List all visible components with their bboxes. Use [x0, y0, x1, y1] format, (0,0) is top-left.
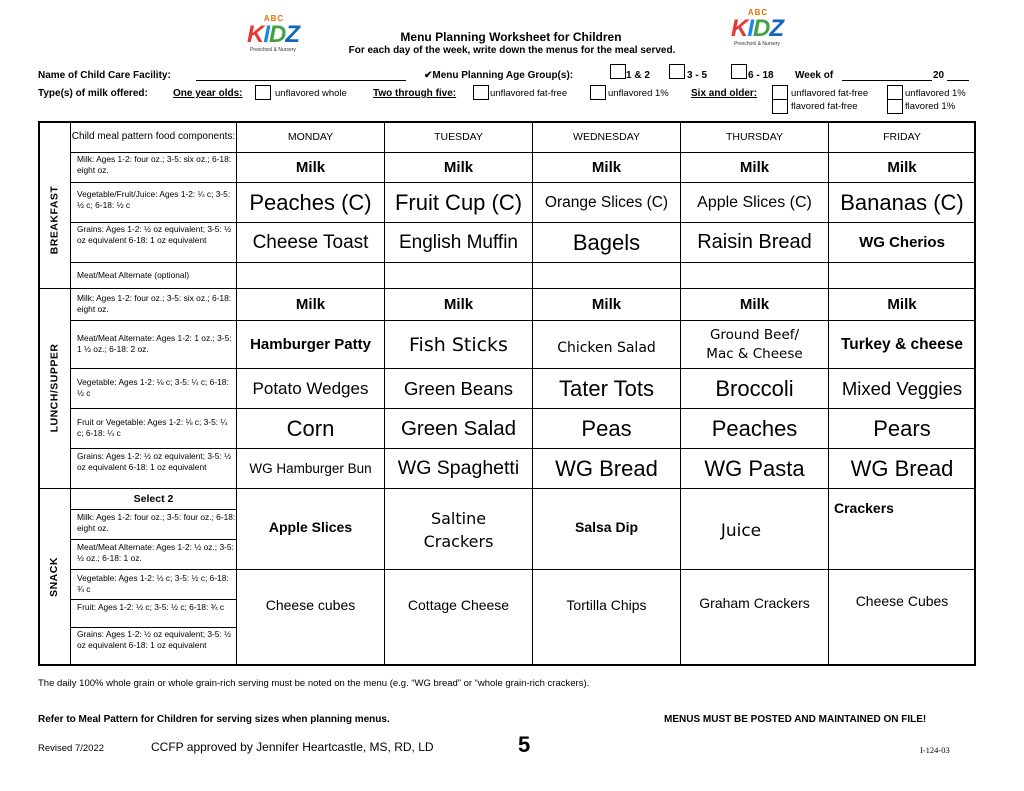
- menu-cell[interactable]: Peas: [581, 415, 632, 441]
- component-vegetable: Vegetable: Ages 1-2: ⅛ c; 3-5: ¼ c; 6-18: ½ c: [77, 377, 229, 398]
- row-divider: [70, 509, 236, 510]
- component-meat: Meat/Meat Alternate: Ages 1-2: 1 oz.; 3-5: 1 ½ oz.; 6-18: 2 oz.: [77, 333, 232, 354]
- menu-cell[interactable]: Mixed Veggies: [841, 377, 963, 399]
- section-label-lunch: LUNCH/SUPPER: [48, 343, 60, 433]
- day-header: TUESDAY: [434, 131, 483, 143]
- milk-six-unflav-1-label: unflavored 1%: [905, 88, 966, 99]
- age-3-5-checkbox[interactable]: [669, 64, 685, 79]
- milk-six-unflav-fatfree-checkbox[interactable]: [772, 85, 788, 100]
- menu-cell[interactable]: Graham Crackers: [699, 595, 810, 611]
- menu-cell[interactable]: Milk: [295, 296, 326, 313]
- menu-cell[interactable]: Milk: [739, 159, 770, 176]
- menu-cell[interactable]: WG Pasta: [704, 455, 805, 481]
- menu-cell[interactable]: Ground Beef/ Mac & Cheese: [706, 326, 803, 362]
- menu-cell[interactable]: Potato Wedges: [252, 378, 369, 398]
- menu-cell[interactable]: [829, 263, 975, 288]
- component-meat: Meat/Meat Alternate: Ages 1-2: ½ oz.; 3-5: ½ oz.; 6-18: 1 oz.: [77, 542, 234, 563]
- menu-cell[interactable]: WG Spaghetti: [397, 457, 520, 479]
- menu-cell[interactable]: English Muffin: [399, 231, 518, 253]
- whole-grain-note: The daily 100% whole grain or whole grain-rich serving must be noted on the menu (e.g. “WG bread” or “whole grain-rich crackers).: [38, 678, 590, 689]
- menu-cell[interactable]: Juice: [720, 521, 762, 541]
- milk-unflav-1-checkbox[interactable]: [590, 85, 606, 100]
- age-option-1: 1 & 2: [626, 70, 650, 81]
- component-grains: Grains: Ages 1-2: ½ oz equivalent; 3-5: ½ oz equivalent 6-18: 1 oz equivalent: [77, 629, 232, 650]
- menu-cell[interactable]: Peaches (C): [249, 189, 372, 215]
- milk-two-five-label: Two through five:: [373, 88, 457, 99]
- milk-types-label: Type(s) of milk offered:: [38, 88, 148, 99]
- milk-six-unflav-fatfree-label: unflavored fat-free: [791, 88, 869, 99]
- day-header: FRIDAY: [883, 131, 921, 143]
- snack-select-label: Select 2: [133, 493, 174, 505]
- menu-cell[interactable]: Milk: [591, 159, 622, 176]
- age-option-3: 6 - 18: [748, 70, 774, 81]
- menu-cell[interactable]: Corn: [286, 415, 335, 441]
- day-header: MONDAY: [287, 131, 334, 143]
- menu-cell[interactable]: [385, 263, 532, 288]
- kidz-logo-left: [243, 14, 303, 56]
- menu-cell[interactable]: Peaches: [711, 415, 798, 441]
- component-fruit: Fruit: Ages 1-2: ½ c; 3-5: ½ c; 6-18: ¾ c: [77, 602, 225, 612]
- form-code: I-124-03: [920, 745, 950, 755]
- menu-cell[interactable]: Apple Slices (C): [697, 193, 812, 211]
- menu-cell[interactable]: Milk: [443, 159, 474, 176]
- menu-cell[interactable]: Crackers: [834, 500, 894, 516]
- component-grains: Grains: Ages 1-2: ½ oz equivalent; 3-5: ½ oz equivalent 6-18: 1 oz equivalent: [77, 451, 232, 472]
- week-of-label: Week of: [795, 70, 834, 81]
- milk-unflav-fatfree-label: unflavored fat-free: [490, 88, 568, 99]
- milk-six-flav-1-label: flavored 1%: [905, 101, 956, 112]
- component-header: Child meal pattern food components:: [71, 131, 236, 142]
- menu-cell[interactable]: Tortilla Chips: [566, 597, 647, 613]
- week-of-input[interactable]: [842, 70, 932, 81]
- menu-cell[interactable]: Chicken Salad: [557, 339, 656, 356]
- day-header: THURSDAY: [726, 131, 783, 143]
- menu-cell[interactable]: Milk: [295, 159, 326, 176]
- menu-cell[interactable]: Tater Tots: [559, 375, 654, 401]
- component-grains: Grains: Ages 1-2: ½ oz equivalent; 3-5: ½ oz equivalent 6-18: 1 oz equivalent: [77, 224, 232, 245]
- milk-unflav-1-label: unflavored 1%: [608, 88, 669, 99]
- component-meat-optional: Meat/Meat Alternate (optional): [77, 270, 190, 280]
- menu-cell[interactable]: Milk: [887, 296, 917, 313]
- menu-cell[interactable]: WG Bread: [555, 455, 658, 481]
- posted-note: MENUS MUST BE POSTED AND MAINTAINED ON FILE!: [664, 714, 927, 725]
- milk-six-unflav-1-checkbox[interactable]: [887, 85, 903, 100]
- section-label-snack: SNACK: [48, 557, 60, 597]
- menu-cell[interactable]: Green Salad: [400, 416, 517, 440]
- menu-cell[interactable]: Fish Sticks: [409, 333, 508, 356]
- menu-cell[interactable]: Bagels: [572, 229, 641, 255]
- menu-cell[interactable]: Saltine Crackers: [423, 509, 494, 551]
- logo-word: KIDZ: [246, 21, 300, 48]
- year-prefix: 20: [933, 70, 945, 81]
- facility-input[interactable]: [196, 70, 406, 81]
- milk-unflavored-whole-label: unflavored whole: [275, 88, 347, 99]
- logo-abc: ABC: [747, 8, 769, 17]
- menu-cell[interactable]: Raisin Bread: [697, 231, 812, 253]
- menu-cell[interactable]: Orange Slices (C): [544, 193, 669, 211]
- component-milk: Milk: Ages 1-2: four oz.; 3-5: four oz.; 6-18: eight oz.: [77, 512, 236, 533]
- menu-cell[interactable]: Cheese Toast: [252, 231, 369, 253]
- component-milk: Milk: Ages 1-2: four oz.; 3-5: six oz.; 6-18: eight oz.: [77, 154, 232, 175]
- component-vegetable: Vegetable: Ages 1-2: ½ c; 3-5: ½ c; 6-18: ¾ c: [77, 573, 229, 594]
- milk-six-older-label: Six and older:: [691, 88, 758, 99]
- milk-six-flav-fatfree-checkbox[interactable]: [772, 99, 788, 114]
- menu-cell[interactable]: [237, 263, 384, 288]
- age-6-18-checkbox[interactable]: [731, 64, 747, 79]
- age-1-2-checkbox[interactable]: [610, 64, 626, 79]
- menu-cell[interactable]: Cheese Cubes: [855, 593, 949, 609]
- menu-cell[interactable]: Fruit Cup (C): [394, 189, 523, 215]
- logo-tag: Preschool & Nursery: [734, 41, 780, 47]
- day-header: WEDNESDAY: [573, 131, 640, 143]
- menu-cell[interactable]: Milk: [739, 296, 770, 313]
- menu-cell[interactable]: Hamburger Patty: [250, 336, 371, 353]
- row-divider: [70, 599, 236, 600]
- menu-cell[interactable]: Turkey & cheese: [840, 335, 964, 353]
- menu-cell[interactable]: Green Beans: [403, 377, 513, 399]
- menu-cell[interactable]: Bananas (C): [840, 189, 964, 215]
- refer-note: Refer to Meal Pattern for Children for serving sizes when planning menus.: [38, 714, 390, 725]
- revised-date: Revised 7/2022: [38, 743, 105, 754]
- row-divider: [70, 569, 976, 570]
- page-title: Menu Planning Worksheet for Children: [400, 30, 622, 44]
- menu-cell[interactable]: Salsa Dip: [574, 519, 639, 535]
- logo-abc: ABC: [263, 14, 285, 23]
- component-fruit-veg: Fruit or Vegetable: Ages 1-2: ⅛ c; 3-5: ¼ c; 6-18: ¼ c: [77, 417, 228, 438]
- menu-cell[interactable]: WG Bread: [850, 455, 954, 481]
- milk-unflav-fatfree-checkbox[interactable]: [473, 85, 489, 100]
- section-label-breakfast: BREAKFAST: [48, 185, 61, 255]
- age-option-2: 3 - 5: [687, 70, 708, 81]
- kidz-logo-right: [727, 8, 787, 50]
- menu-cell[interactable]: WG Cherios: [859, 234, 945, 251]
- logo-word: KIDZ: [730, 15, 784, 42]
- menu-cell[interactable]: Milk: [443, 296, 474, 313]
- year-input[interactable]: [947, 70, 969, 81]
- logo-tag: Preschool & Nursery: [250, 47, 296, 53]
- menu-cell[interactable]: Broccoli: [715, 375, 794, 401]
- menu-cell[interactable]: [533, 263, 680, 288]
- approval-note: CCFP approved by Jennifer Heartcastle, MS, RD, LD: [151, 740, 434, 754]
- page-number: 5: [518, 732, 531, 757]
- milk-unflavored-whole-checkbox[interactable]: [255, 85, 271, 100]
- menu-cell[interactable]: Cheese cubes: [265, 597, 356, 613]
- menu-cell[interactable]: Milk: [591, 296, 622, 313]
- age-groups-label: ✔Menu Planning Age Group(s):: [424, 70, 574, 81]
- row-divider: [70, 627, 236, 628]
- menu-cell[interactable]: Apple Slices: [268, 519, 353, 535]
- menu-cell[interactable]: [681, 263, 828, 288]
- milk-six-flav-1-checkbox[interactable]: [887, 99, 903, 114]
- menu-cell[interactable]: Milk: [887, 159, 917, 176]
- component-milk: Milk: Ages 1-2: four oz.; 3-5: six oz.; 6-18: eight oz.: [77, 293, 232, 314]
- menu-cell[interactable]: Pears: [873, 415, 931, 441]
- page-subtitle: For each day of the week, write down the menus for the meal served.: [348, 45, 676, 56]
- milk-six-flav-fatfree-label: flavored fat-free: [791, 101, 858, 112]
- menu-cell[interactable]: WG Hamburger Bun: [249, 461, 372, 476]
- row-divider: [70, 539, 236, 540]
- menu-cell[interactable]: Cottage Cheese: [407, 597, 510, 613]
- component-fruit: Vegetable/Fruit/Juice: Ages 1-2: ¼ c; 3-5: ½ c; 6-18: ½ c: [77, 189, 231, 210]
- facility-label: Name of Child Care Facility:: [38, 70, 171, 81]
- milk-one-year-label: One year olds:: [173, 88, 243, 99]
